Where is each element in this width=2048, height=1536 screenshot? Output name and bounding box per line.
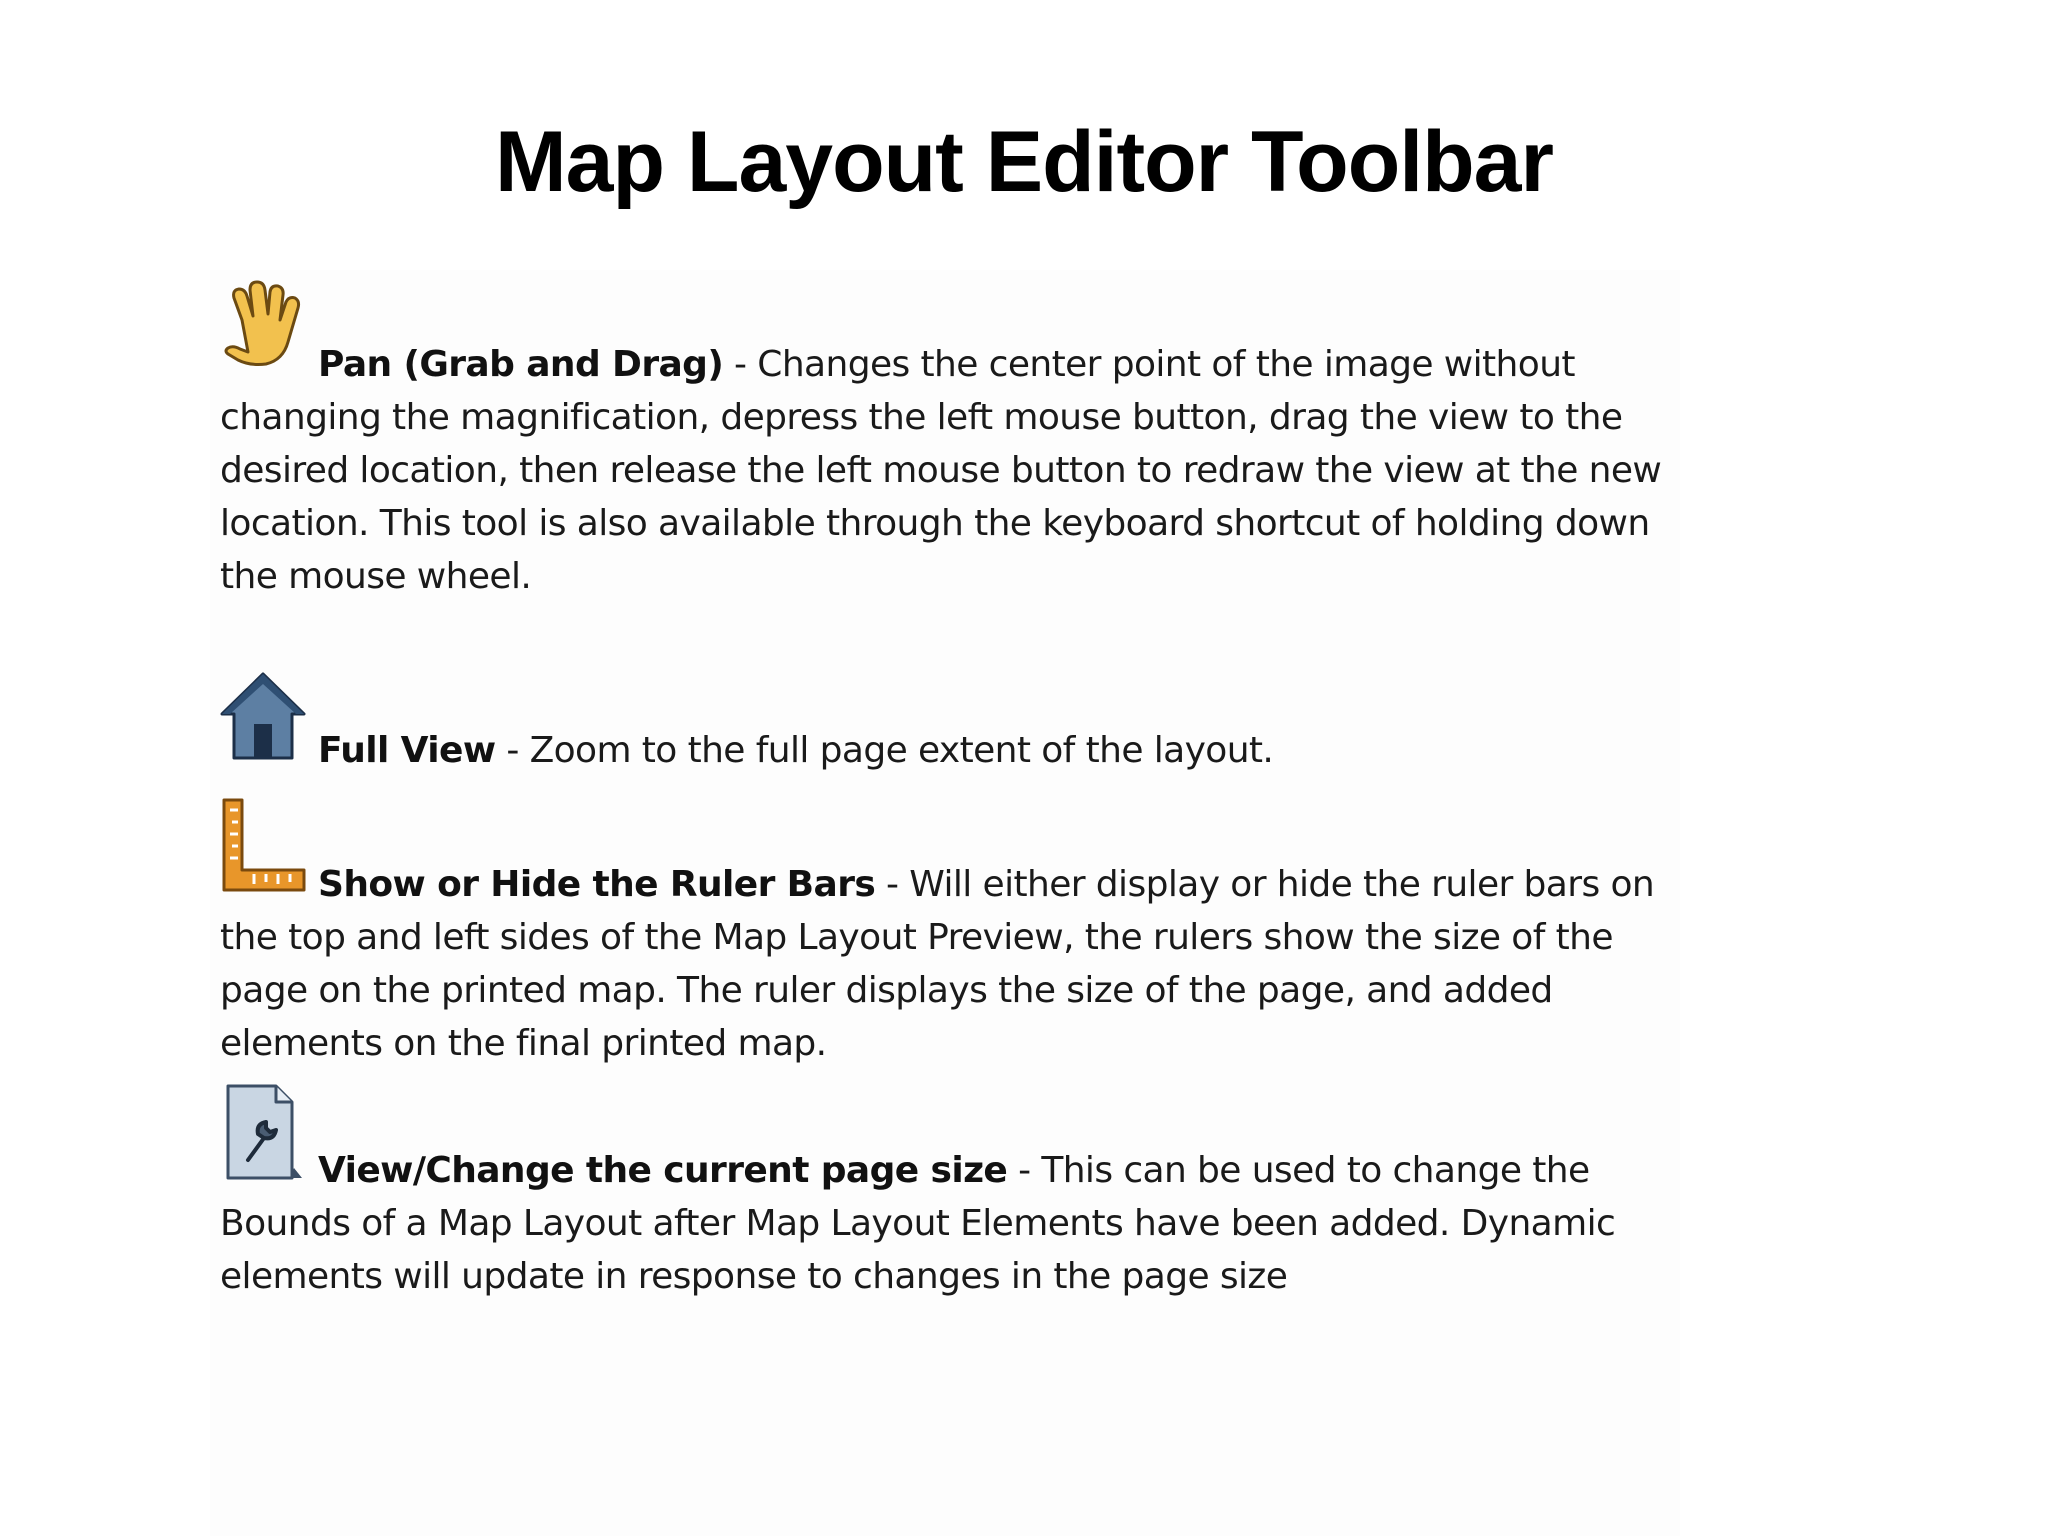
tool-entry-full-view [220, 670, 1670, 777]
tool-description: Changes the center point of the image without changing the magnification, depress the left mouse button, drag the view to the desired location, then release the left mouse button to redraw the view at the new location. This tool is also available through the keyboard shortcut of holding down the mouse wheel. [220, 344, 1662, 597]
tool-name: Pan (Grab and Drag) [318, 344, 724, 385]
hand-pan-icon [220, 280, 306, 391]
tool-entry-pan [220, 280, 1670, 603]
page-settings-icon [220, 1082, 306, 1197]
ruler-icon [220, 796, 306, 911]
toolbar-description-panel [210, 270, 1680, 1536]
tool-separator: - [1007, 1150, 1042, 1191]
tool-description: Zoom to the full page extent of the layout. [529, 730, 1274, 771]
tool-name: Full View [318, 730, 496, 771]
tool-separator: - [495, 730, 530, 771]
tool-separator: - [723, 344, 758, 385]
slide-title: Map Layout Editor Toolbar [495, 114, 1553, 210]
tool-separator: - [875, 864, 910, 905]
home-icon [220, 670, 306, 777]
tool-description: Will either display or hide the ruler bars on the top and left sides of the Map Layout Preview, the rulers show the size of the page on the printed map. The ruler displays the size of the page, and added elements on the final printed map. [220, 864, 1655, 1064]
tool-entry-ruler [220, 796, 1670, 1070]
tool-name: View/Change the current page size [318, 1150, 1008, 1191]
tool-name: Show or Hide the Ruler Bars [318, 864, 876, 905]
tool-entry-page-size [220, 1082, 1670, 1303]
tool-description: This can be used to change the Bounds of a Map Layout after Map Layout Elements have been added. Dynamic elements will update in response to changes in the page size [220, 1150, 1616, 1297]
